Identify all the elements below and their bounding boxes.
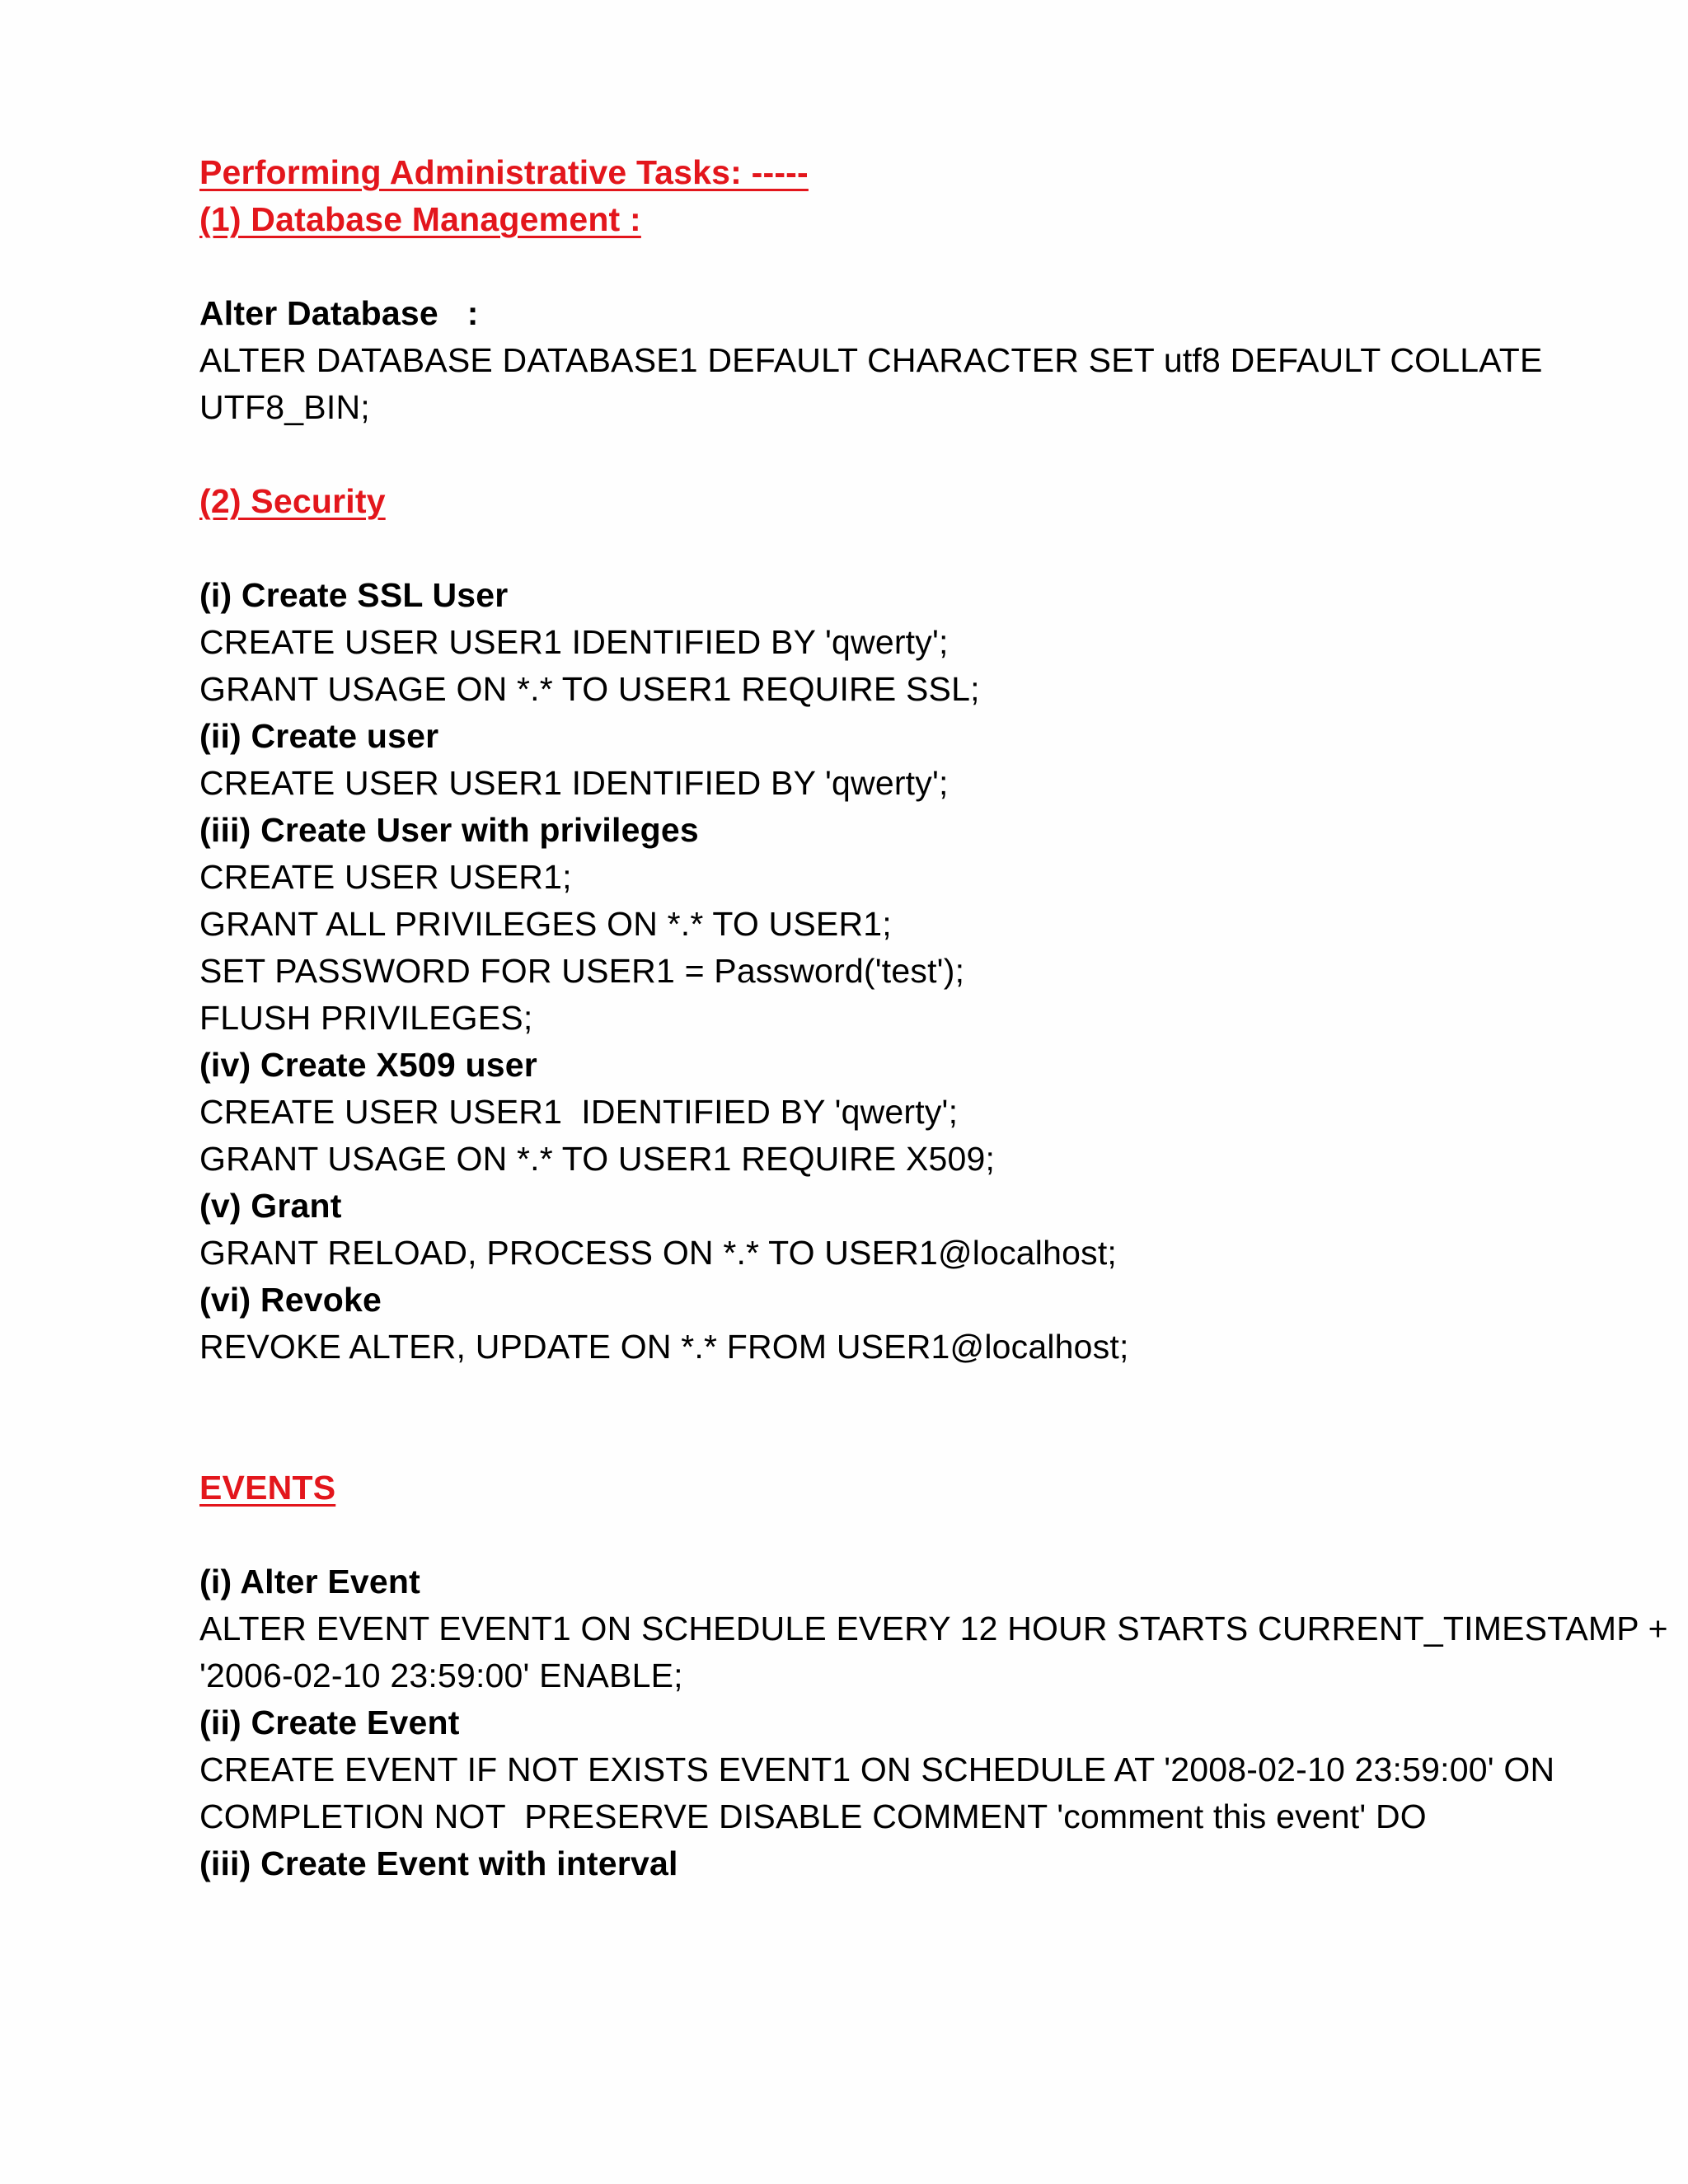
code-line: CREATE EVENT IF NOT EXISTS EVENT1 ON SCHEDULE AT '2008-02-10 23:59:00' ON xyxy=(199,1750,1555,1788)
item-label-create-ssl-user: (i) Create SSL User xyxy=(199,576,509,614)
section-heading-security: (2) Security xyxy=(199,482,386,520)
code-line: GRANT USAGE ON *.* TO USER1 REQUIRE SSL; xyxy=(199,670,980,708)
code-line: ALTER EVENT EVENT1 ON SCHEDULE EVERY 12 HOUR STARTS CURRENT_TIMESTAMP + xyxy=(199,1610,1668,1647)
document-title: Performing Administrative Tasks: ----- xyxy=(199,153,809,191)
code-line: UTF8_BIN; xyxy=(199,388,370,426)
code-line: ALTER DATABASE DATABASE1 DEFAULT CHARACTER SET utf8 DEFAULT COLLATE xyxy=(199,341,1543,379)
code-line: GRANT RELOAD, PROCESS ON *.* TO USER1@localhost; xyxy=(199,1234,1117,1272)
item-label-grant: (v) Grant xyxy=(199,1187,342,1225)
code-line: CREATE USER USER1 IDENTIFIED BY 'qwerty'; xyxy=(199,764,949,802)
code-line: GRANT USAGE ON *.* TO USER1 REQUIRE X509; xyxy=(199,1140,996,1178)
item-label-create-x509-user: (iv) Create X509 user xyxy=(199,1046,537,1084)
item-label-create-user: (ii) Create user xyxy=(199,717,439,755)
code-line: CREATE USER USER1; xyxy=(199,858,572,896)
item-label-create-event-with-interval: (iii) Create Event with interval xyxy=(199,1844,678,1882)
code-line: GRANT ALL PRIVILEGES ON *.* TO USER1; xyxy=(199,905,892,943)
code-line: CREATE USER USER1 IDENTIFIED BY 'qwerty'; xyxy=(199,1093,959,1131)
code-line: SET PASSWORD FOR USER1 = Password('test'); xyxy=(199,952,965,990)
code-line: '2006-02-10 23:59:00' ENABLE; xyxy=(199,1657,683,1694)
code-line: CREATE USER USER1 IDENTIFIED BY 'qwerty'; xyxy=(199,623,949,661)
item-label-revoke: (vi) Revoke xyxy=(199,1281,382,1319)
section-heading-database-management: (1) Database Management : xyxy=(199,200,641,238)
code-line: REVOKE ALTER, UPDATE ON *.* FROM USER1@localhost; xyxy=(199,1328,1129,1366)
item-label-alter-event: (i) Alter Event xyxy=(199,1563,421,1601)
item-label-create-event: (ii) Create Event xyxy=(199,1704,460,1741)
item-label-create-user-with-privileges: (iii) Create User with privileges xyxy=(199,811,699,849)
section-heading-events: EVENTS xyxy=(199,1469,336,1507)
subheading-alter-database: Alter Database : xyxy=(199,294,479,332)
code-line: FLUSH PRIVILEGES; xyxy=(199,999,533,1037)
code-line: COMPLETION NOT PRESERVE DISABLE COMMENT 'comment this event' DO xyxy=(199,1797,1427,1835)
